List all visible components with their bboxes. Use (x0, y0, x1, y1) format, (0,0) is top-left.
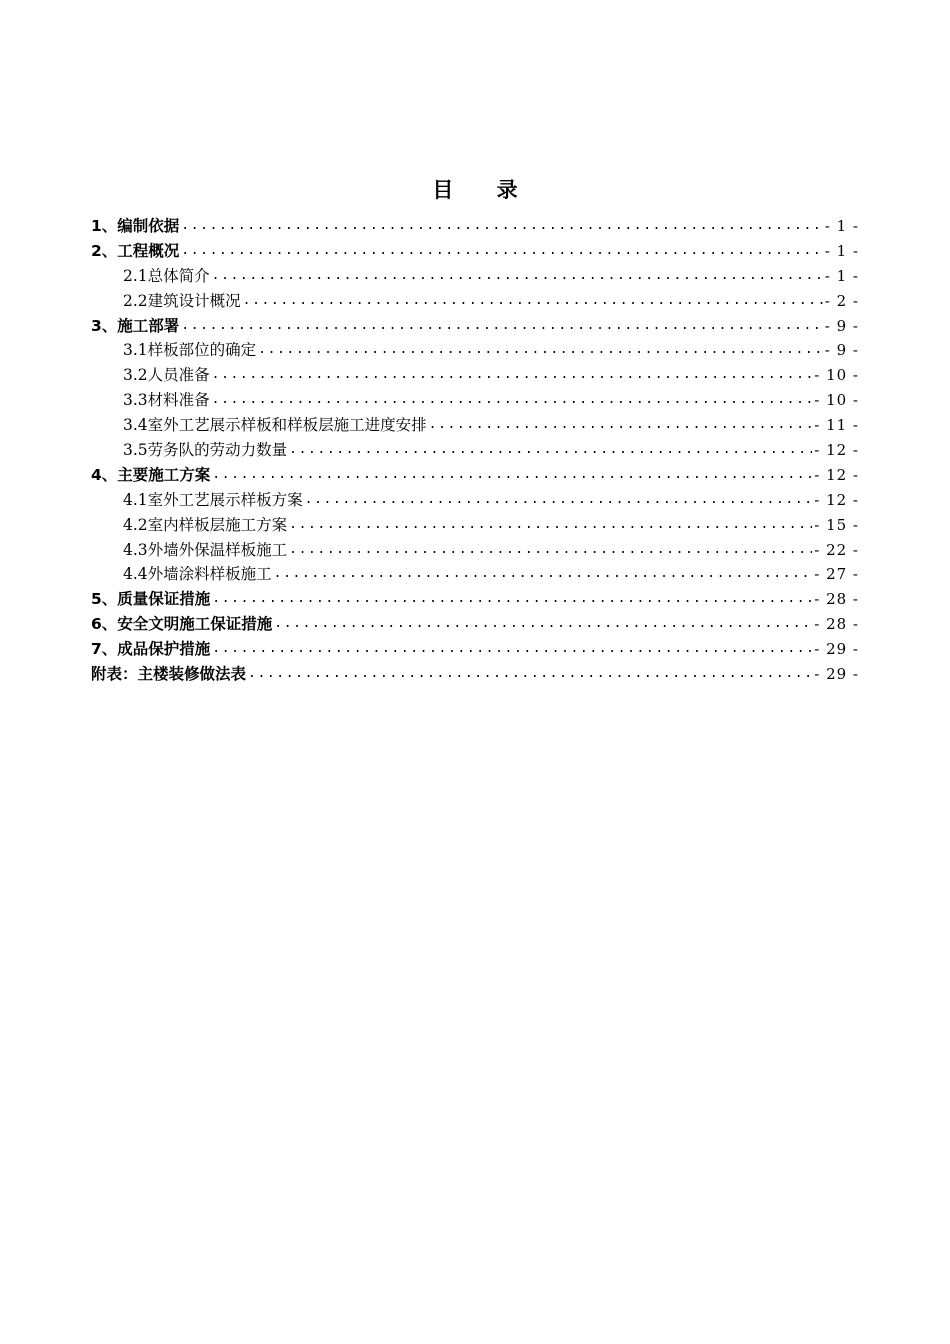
toc-entry-page: - 1 - (824, 216, 859, 235)
toc-list (91, 214, 859, 687)
toc-entry-label: 4.3外墙外保温样板施工 (123, 540, 288, 559)
toc-entry-page: - 9 - (824, 316, 859, 335)
toc-dot-leader (212, 363, 813, 388)
toc-entry-page: - 29 - (814, 665, 859, 684)
toc-entry-page: - 1 - (824, 266, 859, 285)
toc-dot-leader (212, 463, 812, 488)
toc-entry-page: - 11 - (814, 416, 859, 435)
toc-entry-page: - 2 - (824, 291, 859, 310)
toc-entry-page: - 28 - (814, 590, 859, 609)
toc-entry-6[interactable] (91, 612, 859, 637)
toc-entry-label: 2、工程概况 (91, 241, 180, 260)
toc-dot-leader (212, 264, 823, 289)
toc-entry-page: - 29 - (814, 640, 859, 659)
toc-entry-3-2[interactable] (91, 363, 859, 388)
toc-entry-page: - 15 - (814, 515, 859, 534)
toc-entry-label: 3.2人员准备 (123, 366, 210, 385)
toc-entry-page: - 10 - (814, 366, 859, 385)
toc-dot-leader (289, 513, 812, 538)
toc-dot-leader (212, 637, 812, 662)
toc-entry-label: 3.5劳务队的劳动力数量 (123, 441, 288, 459)
toc-entry-label: 3、施工部署 (91, 316, 180, 335)
toc-dot-leader (274, 612, 812, 637)
toc-dot-leader (212, 587, 812, 612)
toc-dot-leader (289, 538, 812, 563)
toc-entry-3-4[interactable] (91, 413, 859, 438)
toc-entry-label: 2.1总体简介 (123, 266, 210, 285)
toc-dot-leader (258, 338, 823, 363)
toc-entry-page: - 1 - (824, 241, 859, 260)
toc-title: 目 录 (432, 178, 536, 202)
toc-entry-2-1[interactable] (91, 264, 859, 289)
toc-entry-4-3[interactable] (91, 538, 859, 563)
toc-entry-7[interactable] (91, 637, 859, 662)
toc-dot-leader (274, 562, 813, 587)
toc-entry-3-3[interactable] (91, 388, 859, 413)
toc-entry-4-4[interactable] (91, 562, 859, 587)
toc-entry-4[interactable] (91, 463, 859, 488)
toc-entry-4-2[interactable] (91, 513, 859, 538)
toc-entry-label: 4、主要施工方案 (91, 465, 211, 484)
toc-dot-leader (429, 413, 813, 438)
toc-entry-label: 附表：主楼装修做法表 (91, 665, 247, 684)
toc-entry-1[interactable] (91, 214, 859, 239)
toc-dot-leader (248, 662, 812, 687)
toc-entry-5[interactable] (91, 587, 859, 612)
toc-entry-3-5[interactable] (91, 438, 859, 463)
toc-dot-leader (181, 214, 822, 239)
toc-entry-label: 3.4室外工艺展示样板和样板层施工进度安排 (123, 416, 427, 435)
toc-entry-label: 2.2建筑设计概况 (123, 291, 241, 310)
toc-entry-4-1[interactable] (91, 488, 859, 513)
toc-entry-2-2[interactable] (91, 289, 859, 314)
toc-entry-page: - 28 - (814, 615, 859, 634)
toc-entry-label: 4.1室外工艺展示样板方案 (123, 490, 303, 509)
toc-entry-label: 3.3材料准备 (123, 391, 210, 410)
toc-entry-page: - 22 - (814, 540, 859, 559)
toc-entry-page: - 12 - (814, 465, 859, 484)
toc-entry-label: 4.2室内样板层施工方案 (123, 515, 288, 534)
toc-dot-leader (289, 438, 812, 463)
toc-entry-label: 4.4外墙涂料样板施工 (123, 565, 272, 584)
toc-entry-page: - 9 - (824, 341, 859, 360)
toc-entry-page: - 12 - (814, 490, 859, 509)
toc-dot-leader (305, 488, 813, 513)
toc-entry-appendix[interactable] (91, 662, 859, 687)
toc-entry-label: 1、编制依据 (91, 216, 180, 235)
toc-entry-page: - 12 - (814, 441, 859, 459)
toc-entry-page: - 27 - (814, 565, 859, 584)
toc-entry-3[interactable] (91, 314, 859, 339)
toc-entry-2[interactable] (91, 239, 859, 264)
toc-dot-leader (212, 388, 813, 413)
toc-entry-label: 5、质量保证措施 (91, 590, 211, 609)
toc-dot-leader (181, 239, 822, 264)
toc-dot-leader (181, 314, 822, 339)
toc-entry-label: 7、成品保护措施 (91, 640, 211, 659)
toc-entry-label: 6、安全文明施工保证措施 (91, 615, 273, 634)
toc-entry-3-1[interactable] (91, 338, 859, 363)
toc-dot-leader (243, 289, 823, 314)
toc-entry-page: - 10 - (814, 391, 859, 410)
toc-entry-label: 3.1样板部位的确定 (123, 341, 257, 360)
